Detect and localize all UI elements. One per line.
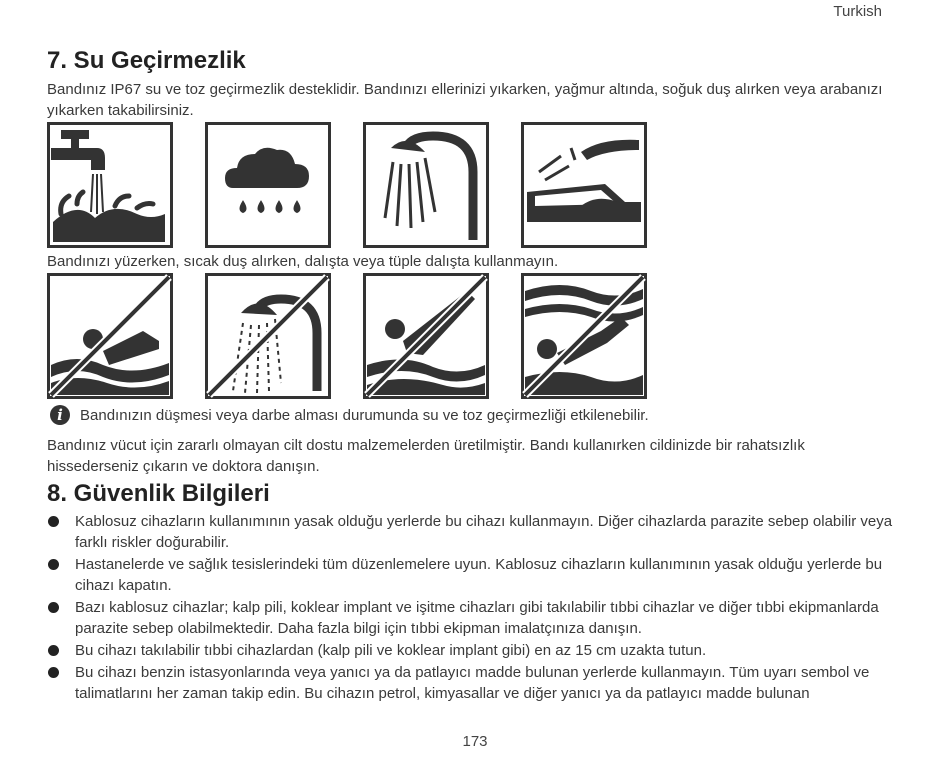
section-7-intro: Bandınız IP67 su ve toz geçirmezlik desteklidir. Bandınızı ellerinizi yıkarken, yağmur altında, soğuk duş alırken veya arabanızı yıkarken takabilirsiniz.	[47, 81, 883, 119]
bullet-icon	[48, 645, 59, 656]
info-icon: i	[50, 405, 70, 425]
list-item: Kablosuz cihazların kullanımının yasak olduğu yerlerde bu cihazı kullanmayın. Diğer cihazlarda parazite sebep olabilir veya farklı riskler doğurabilir.	[47, 511, 907, 553]
list-item: Bu cihazı takılabilir tıbbi cihazlardan (kalp pili ve koklear implant gibi) en az 15 cm uzakta tutun.	[47, 640, 907, 661]
no-hot-shower-icon	[205, 273, 331, 399]
no-scuba-diving-icon	[521, 273, 647, 399]
list-item: Hastanelerde ve sağlık tesislerindeki tüm düzenlemelere uyun. Kablosuz cihazların kullanımının yasak olduğu yerlerde bu cihazı kapatın.	[47, 554, 907, 596]
allowed-icons-row	[47, 122, 679, 248]
note-row	[50, 405, 649, 425]
forbidden-caption: Bandınızı yüzerken, sıcak duş alırken, dalışta veya tüple dalışta kullanmayın.	[47, 253, 559, 270]
forbidden-icons-row	[47, 273, 679, 399]
car-washing-icon	[521, 122, 647, 248]
hand-washing-icon	[47, 122, 173, 248]
note-text: Bandınızın düşmesi veya darbe alması durumunda su ve toz geçirmezliği etkilenebilir.	[80, 406, 649, 424]
list-item: Bu cihazı benzin istasyonlarında veya yanıcı ya da patlayıcı madde bulunan yerlerde kullanmayın. Tüm uyarı sembol ve talimatlarını her zaman takip edin. Bu cihazın petrol, kimyasallar ve diğer yanıcı ya da patlayıcı madde bulunan	[47, 662, 907, 704]
bullet-icon	[48, 602, 59, 613]
bullet-icon	[48, 559, 59, 570]
list-item: Bazı kablosuz cihazlar; kalp pili, koklear implant ve işitme cihazları gibi takılabilir tıbbi cihazlar ve diğer tıbbi ekipmanlarda parazite sebep olabilmektedir. Daha fazla bilgi için tıbbi ekipman imalatçınıza danışın.	[47, 597, 907, 639]
no-diving-icon	[363, 273, 489, 399]
skin-text: Bandınız vücut için zararlı olmayan cilt dostu malzemelerden üretilmiştir. Bandı kullanırken cildinizde bir rahatsızlık hissederseniz çıkarın ve doktora danışın.	[47, 437, 805, 475]
no-swimming-icon	[47, 273, 173, 399]
bullet-icon	[48, 667, 59, 678]
section-8-title: 8. Güvenlik Bilgileri	[47, 480, 270, 507]
section-7-title: 7. Su Geçirmezlik	[47, 47, 246, 74]
page-number: 173	[462, 733, 488, 750]
language-label: Turkish	[833, 3, 882, 20]
cold-shower-icon	[363, 122, 489, 248]
bullet-icon	[48, 516, 59, 527]
safety-list	[47, 511, 907, 705]
rain-icon	[205, 122, 331, 248]
